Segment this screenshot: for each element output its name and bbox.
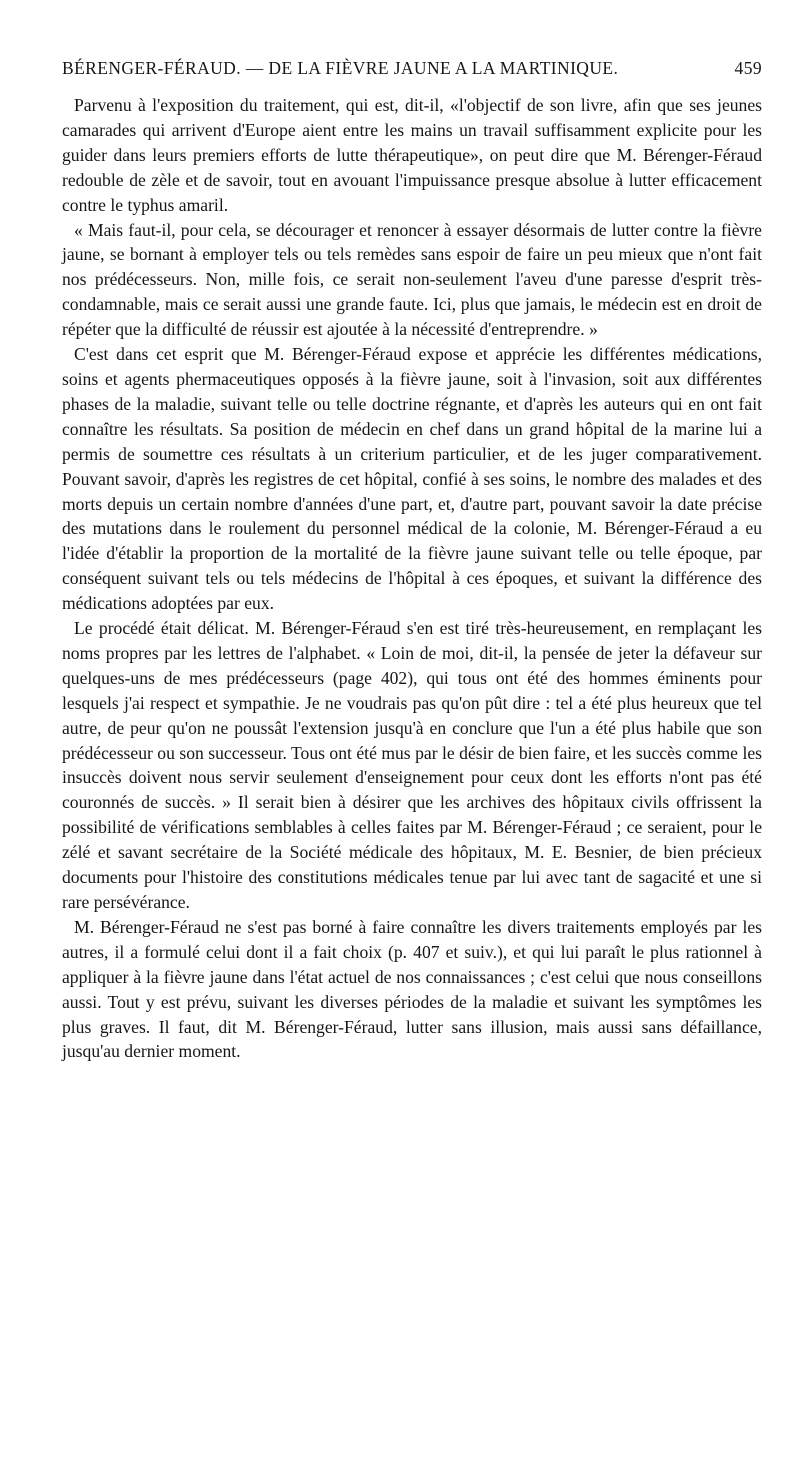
- running-header: [62, 58, 762, 88]
- paragraph: « Mais faut-il, pour cela, se décourager et renoncer à essayer désormais de lutter contre la fièvre jaune, se bornant à employer tels ou tels remèdes sans espoir de faire un peu mieux que n'ont fait nos prédécesseurs. Non, mille fois, ce serait non-seulement l'aveu d'une paresse d'esprit très-condamnable, mais ce serait aussi une grande faute. Ici, plus que jamais, le médecin est en droit de répéter que la difficulté de réussir est ajoutée à la nécessité d'entreprendre. »: [62, 219, 762, 340]
- paragraph: M. Bérenger-Féraud ne s'est pas borné à faire connaître les divers traitements employés par les autres, il a formulé celui dont il a fait choix (p. 407 et suiv.), et qui lui paraît le plus rationnel à appliquer à la fièvre jaune dans l'état actuel de nos connaissances ; c'est celui que nous conseillons aussi. Tout y est prévu, suivant les diverses périodes de la maladie et suivant les symptômes les plus graves. Il faut, dit M. Bérenger-Féraud, lutter sans illusion, mais aussi sans défaillance, jusqu'au dernier moment.: [62, 916, 762, 1062]
- paragraph: Parvenu à l'exposition du traitement, qui est, dit-il, «l'objectif de son livre, afin que ses jeunes camarades qui arrivent d'Europe aient entre les mains un travail suffisamment explicite pour les guider dans leurs premiers efforts de lutte thérapeutique», on peut dire que M. Bérenger-Féraud redouble de zèle et de savoir, tout en avouant l'impuissance presque absolue à lutter efficacement contre le typhus amaril.: [62, 95, 762, 215]
- paragraph: Le procédé était délicat. M. Bérenger-Féraud s'en est tiré très-heureusement, en remplaçant les noms propres par les lettres de l'alphabet. « Loin de moi, dit-il, la pensée de jeter la défaveur sur quelques-uns de mes prédécesseurs (page 402), qui tous ont été des hommes éminents pour lesquels j'ai respect et sympathie. Je ne voudrais pas qu'on pût dire : tel a été plus heureux que tel autre, de peur qu'on ne poussât l'extension jusqu'à en conclure que l'un a été plus habile que son prédécesseur ou son successeur. Tous ont été mus par le désir de bien faire, et les succès comme les insuccès doivent nous servir seulement d'enseignement pour ceux dont les efforts n'ont pas été couronnés de succès. » Il serait bien à désirer que les archives des hôpitaux civils offrissent la possibilité de vérifications semblables à celles faites par M. Bérenger-Féraud ; ce seraient, pour le zélé et savant secrétaire de la Société médicale des hôpitaux, M. E. Besnier, de bien précieux documents pour l'histoire des constitutions médicales tenue par lui avec tant de sagacité et une si rare persévérance.: [62, 618, 762, 912]
- paragraph: C'est dans cet esprit que M. Bérenger-Féraud expose et apprécie les différentes médications, soins et agents phermaceutiques opposés à la fièvre jaune, soit à l'invasion, soit aux différentes phases de la maladie, suivant telle ou telle doctrine régnante, et d'après les auteurs qui en ont fait connaître les résultats. Sa position de médecin en chef dans un grand hôpital de la marine lui a permis de soumettre ces résultats à un criterium particulier, et de les juger comparativement. Pouvant savoir, d'après les registres de cet hôpital, confié à ses soins, le nombre des malades et des morts depuis un certain nombre d'années d'une part, et, d'autre part, pouvant savoir la date précise des mutations dans le roulement du personnel médical de la colonie, M. Bérenger-Féraud a eu l'idée d'établir la proportion de la mortalité de la fièvre jaune suivant telle ou telle époque, par conséquent suivant tels ou tels médecins de l'hôpital à ces époques, et suivant la différence des médications adoptées par eux.: [62, 344, 762, 614]
- page-number: 459: [734, 58, 762, 78]
- running-title: BÉRENGER-FÉRAUD. — DE LA FIÈVRE JAUNE A LA MARTINIQUE.: [62, 58, 619, 78]
- book-page: [62, 58, 762, 1064]
- body-text: [62, 93, 762, 1064]
